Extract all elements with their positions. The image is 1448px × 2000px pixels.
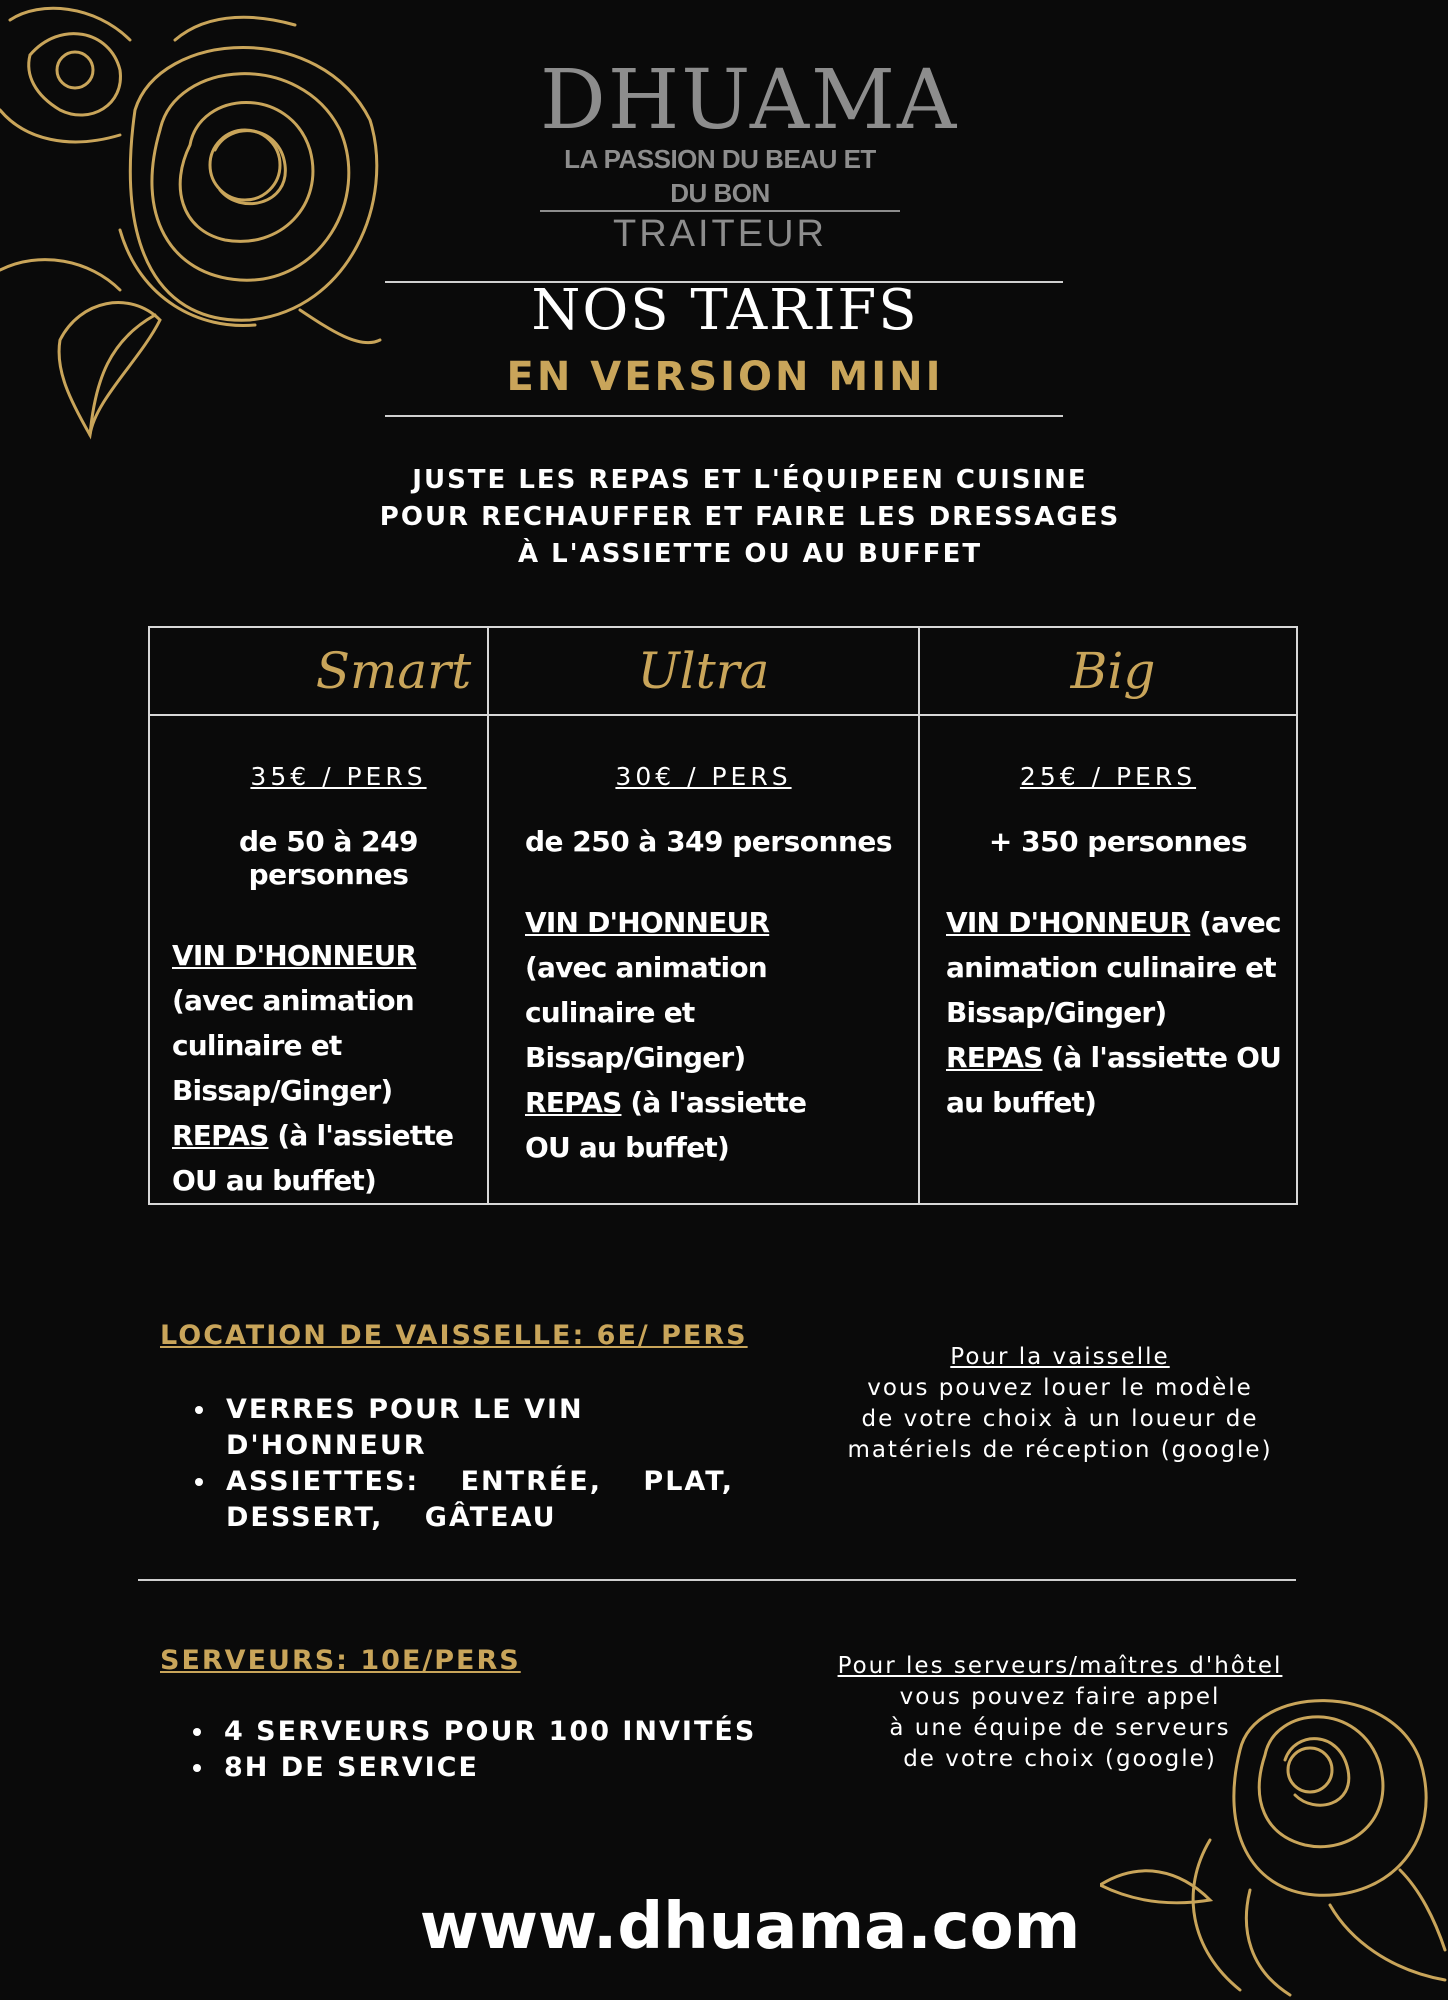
tier-name-big: Big (919, 627, 1297, 715)
list-item: • 8H DE SERVICE (216, 1750, 816, 1786)
website-url: www.dhuama.com (419, 1890, 1081, 1964)
tier-description (489, 900, 918, 1170)
list-item: • VERRES POUR LE VIN D'HONNEUR (218, 1392, 778, 1464)
tier-cell-smart (149, 715, 488, 1204)
tier-name-smart: Smart (149, 627, 488, 715)
vin-dhonneur-label: VIN D'HONNEUR (946, 906, 1191, 939)
pricing-body-row (149, 715, 1297, 1204)
serveurs-title: SERVEURS: 10E/PERS (160, 1645, 521, 1676)
tier-name-ultra: Ultra (488, 627, 919, 715)
repas-label: REPAS (172, 1119, 269, 1152)
tier-description (920, 900, 1296, 1125)
pricing-header-row (149, 627, 1297, 715)
intro-line: JUSTE LES REPAS ET L'ÉQUIPEEN CUISINE (412, 465, 1088, 495)
brand-logo (540, 53, 959, 256)
vin-dhonneur-detail: (avec animation culinaire et Bissap/Ginger) (946, 906, 1281, 1029)
list-item: • 4 SERVEURS POUR 100 INVITÉS (216, 1714, 816, 1750)
serveurs-list (158, 1714, 816, 1786)
repas-label: REPAS (946, 1041, 1043, 1074)
intro-line: À L'ASSIETTE OU AU BUFFET (517, 539, 983, 569)
tier-cell-ultra (488, 715, 919, 1204)
serveurs-note-heading: Pour les serveurs/maîtres d'hôtel (837, 1653, 1283, 1679)
title-rule-bottom (385, 415, 1063, 417)
logo-tagline: LA PASSION DU BEAU ET DU BON (540, 142, 900, 212)
tier-range: de 50 à 249 personnes (238, 825, 419, 891)
vaisselle-list (160, 1392, 778, 1536)
intro-line: POUR RECHAUFFER ET FAIRE LES DRESSAGES (379, 502, 1121, 532)
tier-cell-big (919, 715, 1297, 1204)
note-line: de votre choix à un loueur de (861, 1406, 1259, 1432)
note-line: vous pouvez faire appel (899, 1684, 1221, 1710)
repas-detail: (à l'assiette OU au buffet) (525, 1086, 807, 1164)
note-line: matériels de réception (google) (847, 1437, 1273, 1463)
repas-label: REPAS (525, 1086, 622, 1119)
vin-dhonneur-label: VIN D'HONNEUR (525, 906, 770, 939)
vin-dhonneur-label: VIN D'HONNEUR (172, 939, 417, 972)
note-line: de votre choix (google) (903, 1746, 1217, 1772)
logo-brand-name: DHUAMA (540, 53, 959, 148)
list-item: • ASSIETTES: ENTRÉE, PLAT, DESSERT, GÂTEAU (218, 1464, 778, 1536)
intro-text (370, 462, 1130, 573)
section-divider (138, 1579, 1296, 1581)
vin-dhonneur-detail: (avec animation culinaire et Bissap/Ginger) (172, 984, 414, 1107)
tier-price: 30€ / PERS (615, 762, 792, 791)
page-subtitle: EN VERSION MINI (506, 354, 944, 400)
tier-price: 25€ / PERS (1019, 762, 1197, 791)
vaisselle-title: LOCATION DE VAISSELLE: 6E/ PERS (160, 1320, 748, 1351)
repas-detail: (à l'assiette OU au buffet) (946, 1041, 1282, 1119)
tier-range: de 250 à 349 personnes (524, 825, 893, 858)
repas-detail: (à l'assiette OU au buffet) (172, 1119, 454, 1197)
serveurs-note (820, 1651, 1300, 1775)
tier-range: + 350 personnes (988, 825, 1248, 858)
vin-dhonneur-detail: (avec animation culinaire et Bissap/Ginger) (525, 951, 767, 1074)
tier-price: 35€ / PERS (250, 762, 427, 791)
vaisselle-note-heading: Pour la vaisselle (950, 1344, 1170, 1370)
pricing-table (148, 626, 1298, 1205)
note-line: vous pouvez louer le modèle (867, 1375, 1253, 1401)
tier-description (150, 933, 487, 1203)
page-title: NOS TARIFS (531, 278, 919, 343)
rose-illustration-top-left (0, 0, 390, 440)
vaisselle-note (820, 1342, 1300, 1466)
logo-subbrand: TRAITEUR (613, 213, 827, 255)
note-line: à une équipe de serveurs (889, 1715, 1231, 1741)
